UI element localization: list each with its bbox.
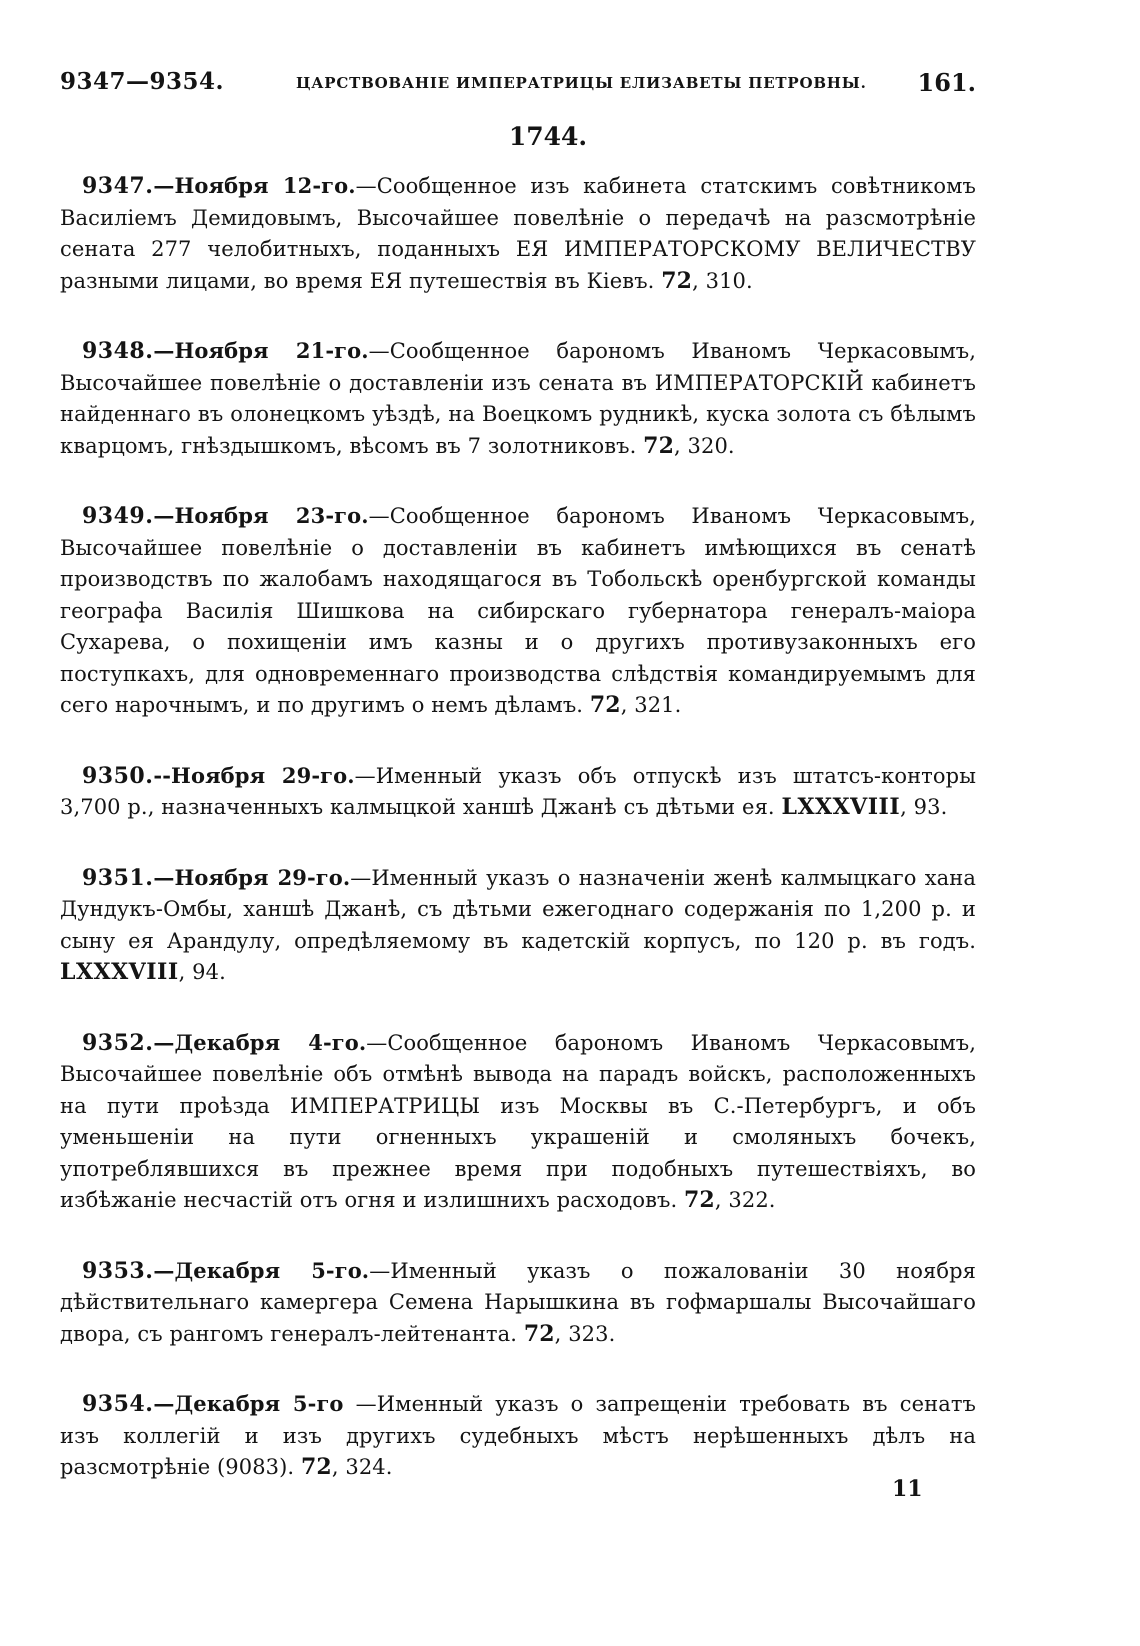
running-header	[60, 68, 976, 102]
entry-number: 9347.	[82, 173, 154, 199]
entry-number: 9350.	[82, 762, 154, 789]
header-entry-range: 9347—9354.	[60, 68, 225, 95]
entry-date: --Ноября 29-го.	[153, 762, 355, 788]
source-page: , 324.	[331, 1455, 393, 1479]
source-volume: 72	[643, 432, 674, 459]
entry-date: —Декабря 4-го.	[153, 1029, 367, 1055]
entry-number: 9354.	[82, 1391, 154, 1417]
source-volume: LXXXVIII	[781, 794, 901, 820]
entry-number: 9351.	[82, 864, 154, 891]
source-volume: 72	[300, 1454, 332, 1480]
entry-number: 9353.	[82, 1257, 154, 1284]
entry-date: —Ноября 23-го.	[153, 503, 369, 528]
entry-text: —Именный указъ о пожалованіи 30 ноября дѣйствительнаго камергера Семена Нарышкина въ гофмаршалы Высочайшаго двора, съ рангомъ генералъ-лейтенанта.	[60, 1258, 976, 1346]
entry-number: 9348.	[82, 338, 154, 364]
source-page: , 310.	[692, 268, 753, 293]
entry-number: 9352.	[82, 1029, 154, 1056]
entry	[60, 170, 976, 297]
source-page: , 321.	[620, 693, 682, 717]
source-page: , 323.	[554, 1321, 616, 1346]
signature-mark: 11	[892, 1476, 923, 1502]
source-volume: 72	[589, 692, 621, 718]
entry-text: —Именный указъ о назначеніи женѣ калмыцкаго хана Дундукъ-Омбы, ханшѣ Джанѣ, съ дѣтьми ежегоднаго содержанія по 1,200 р. и сыну ея Арандулу, опредѣляемому въ кадетскій корпусъ, по 120 р. въ годъ.	[60, 865, 976, 953]
header-page-number: 161.	[917, 68, 976, 97]
entry-date: —Ноября 12-го.	[153, 173, 356, 198]
source-page: , 322.	[714, 1188, 776, 1212]
entry	[60, 1027, 976, 1217]
source-volume: 72	[684, 1187, 715, 1213]
entry-date: —Ноября 29-го.	[153, 864, 351, 890]
source-page: , 94.	[178, 960, 226, 984]
source-volume: 72	[661, 267, 693, 294]
entry-date: —Декабря 5-го	[153, 1391, 344, 1416]
entry-text: —Сообщенное изъ кабинета статскимъ совѣтникомъ Василіемъ Демидовымъ, Высочайшее повелѣніе о передачѣ на разсмотрѣніе сената 277 челобитныхъ, поданныхъ ЕЯ ИМПЕРАТОРСКОМУ ВЕЛИЧЕСТВУ разными лицами, во время ЕЯ путешествія въ Кіевъ.	[60, 174, 977, 293]
entry-date: —Ноября 21-го.	[153, 338, 369, 363]
year-heading: 1744.	[508, 122, 588, 151]
source-page: , 320.	[674, 433, 735, 458]
entry-date: —Декабря 5-го.	[153, 1257, 370, 1283]
entry	[60, 335, 976, 462]
entry-text: —Именный указъ о запрещеніи требовать въ сенатъ изъ коллегій и изъ другихъ судебныхъ мѣстъ нерѣшенныхъ дѣлъ на разсмотрѣніе (9083).	[60, 1392, 976, 1479]
source-page: , 93.	[900, 795, 948, 819]
source-volume: 72	[523, 1320, 555, 1347]
entry-text: —Сообщенное барономъ Иваномъ Черкасовымъ, Высочайшее повелѣніе о доставленіи изъ сената въ ИМПЕРАТОРСКІЙ кабинетъ найденнаго въ олонецкомъ уѣздѣ, на Воецкомъ рудникѣ, куска золота съ бѣлымъ кварцомъ, гнѣздышкомъ, вѣсомъ въ 7 золотниковъ.	[60, 339, 976, 458]
entry	[60, 500, 976, 722]
entry	[60, 862, 976, 989]
entry-text: —Сообщенное барономъ Иваномъ Черкасовымъ, Высочайшее повелѣніе о доставленіи въ кабинетъ имѣющихся въ сенатѣ производствъ по жалобамъ находящагося въ Тобольскѣ оренбургской команды географа Василія Шишкова на сибирскаго губернатора генералъ-маіора Сухарева, о похищеніи имъ казны и о другихъ противузаконныхъ его поступкахъ, для одновременнаго производства слѣдствія командируемымъ для сего нарочнымъ, и по другимъ о немъ дѣламъ.	[60, 504, 976, 717]
header-title: ЦАРСТВОВАНІЕ ИМПЕРАТРИЦЫ ЕЛИЗАВЕТЫ ПЕТРОВНЫ.	[296, 74, 867, 92]
entry-text: —Сообщенное барономъ Иваномъ Черкасовымъ, Высочайшее повелѣніе объ отмѣнѣ вывода на парадъ войскъ, расположенныхъ на пути проѣзда ИМПЕРАТРИЦЫ изъ Москвы въ С.-Петербургъ, и объ уменьшеніи на пути огненныхъ украшеній и смоляныхъ бочекъ, употреблявшихся въ прежнее время при подобныхъ путешествіяхъ, во избѣжаніе несчастій отъ огня и излишнихъ расходовъ.	[60, 1030, 976, 1212]
entry	[60, 760, 976, 824]
entry	[60, 1388, 976, 1484]
entry	[60, 1255, 976, 1351]
entries-list	[60, 170, 976, 1522]
entry-number: 9349.	[82, 503, 154, 529]
source-volume: LXXXVIII	[60, 959, 179, 985]
entry-text: —Именный указъ объ отпускѣ изъ штатсъ-конторы 3,700 р., назначенныхъ калмыцкой ханшѣ Джанѣ съ дѣтьми ея.	[60, 763, 977, 819]
